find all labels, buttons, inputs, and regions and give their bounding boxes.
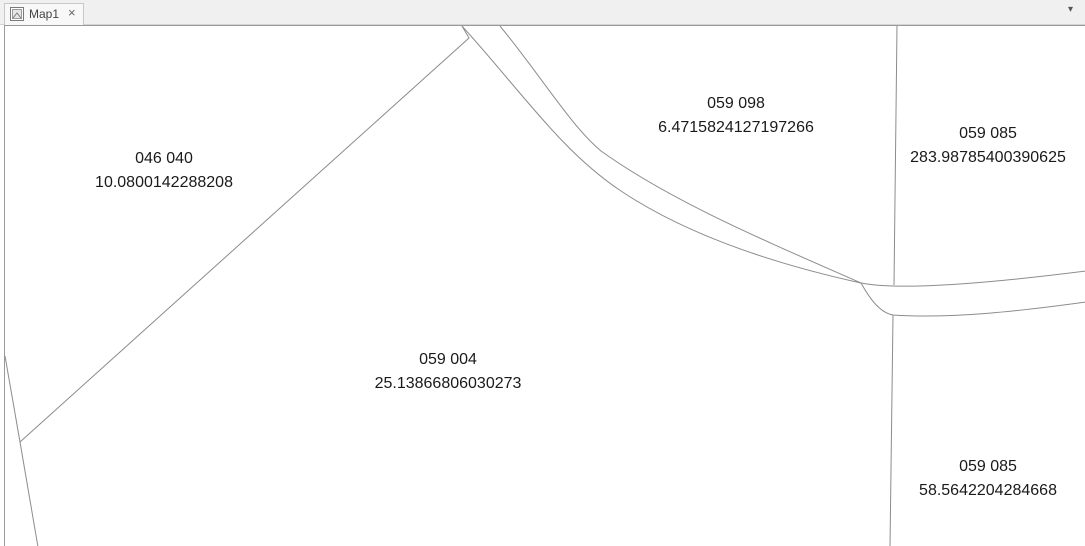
parcel-id: 059 004 <box>419 351 477 368</box>
parcel-value: 283.98785400390625 <box>910 149 1066 166</box>
parcel-id: 046 040 <box>135 150 193 167</box>
road-edge-lower <box>500 26 1085 316</box>
parcel-value: 58.5642204284668 <box>919 482 1057 499</box>
tab-map1-label: Map1 <box>29 7 60 21</box>
parcel-label-059-098 <box>658 92 814 140</box>
tab-map1[interactable] <box>4 3 84 25</box>
parcel-id: 059 098 <box>707 95 765 112</box>
parcel-label-059-004 <box>375 348 522 396</box>
document-tab-bar <box>0 0 1085 25</box>
tab-list-dropdown-icon[interactable]: ▾ <box>1067 4 1073 15</box>
parcel-id: 059 085 <box>959 458 1017 475</box>
parcel-label-046-040 <box>95 147 233 195</box>
parcel-label-059-085-upper <box>910 122 1066 170</box>
parcel-value: 6.4715824127197266 <box>658 119 814 136</box>
parcel-label-059-085-lower <box>919 455 1057 503</box>
map-view[interactable] <box>4 25 1085 546</box>
parcel-boundary-vertical-upper <box>894 26 897 285</box>
parcel-value: 10.0800142288208 <box>95 174 233 191</box>
parcel-boundary-vertical-lower <box>890 315 893 546</box>
close-icon[interactable]: × <box>68 5 76 20</box>
parcel-boundary-left <box>5 356 38 546</box>
parcel-id: 059 085 <box>959 125 1017 142</box>
map-icon <box>10 7 24 21</box>
parcel-value: 25.13866806030273 <box>374 375 522 392</box>
